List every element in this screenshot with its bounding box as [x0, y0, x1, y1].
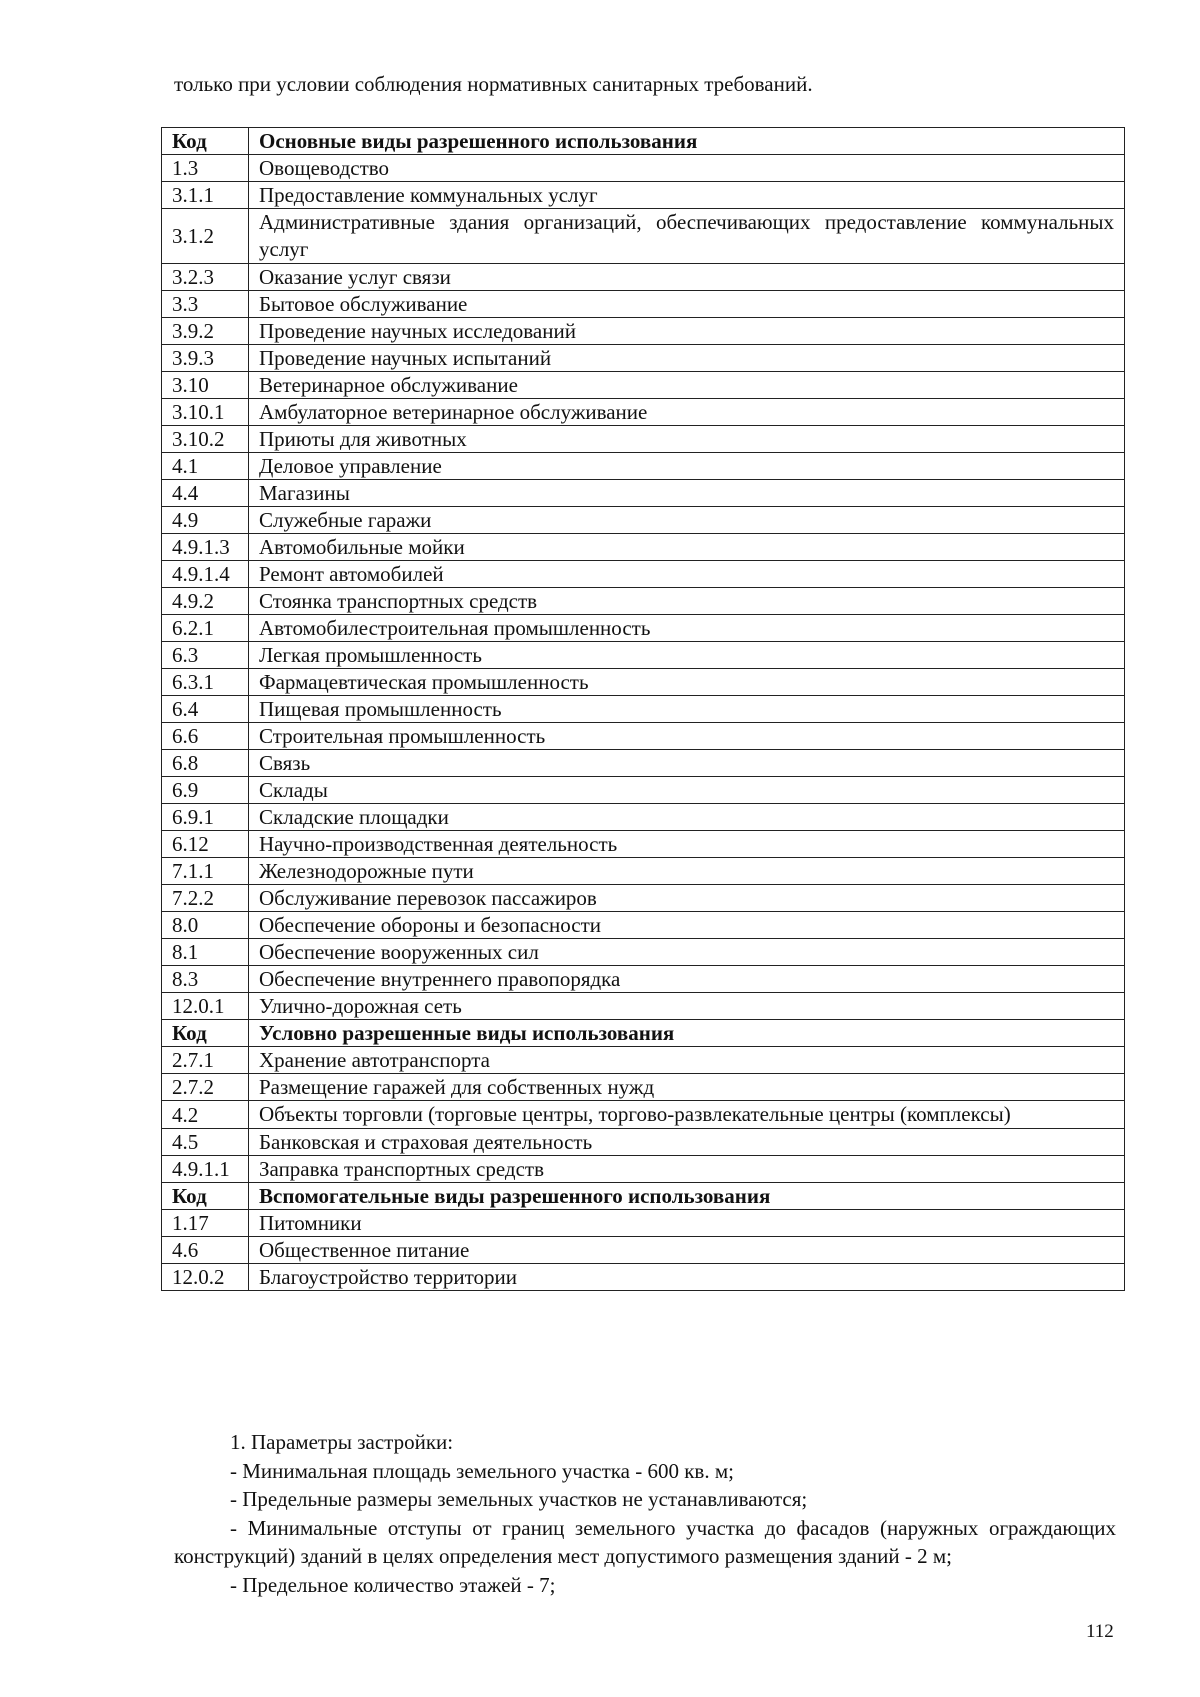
use-type-cell: Обеспечение вооруженных сил: [249, 939, 1125, 966]
use-type-cell: Служебные гаражи: [249, 507, 1125, 534]
use-type-cell: Банковская и страховая деятельность: [249, 1129, 1125, 1156]
code-cell: 6.3: [162, 642, 249, 669]
table-row: [162, 912, 1125, 939]
code-cell: 6.2.1: [162, 615, 249, 642]
use-type-cell: Административные здания организаций, обеспечивающих предоставление коммунальных услуг: [249, 209, 1125, 264]
use-type-cell: Проведение научных испытаний: [249, 345, 1125, 372]
use-type-cell: Обеспечение внутреннего правопорядка: [249, 966, 1125, 993]
table-row: [162, 723, 1125, 750]
table-row: [162, 507, 1125, 534]
table-row: [162, 1047, 1125, 1074]
use-type-cell: Общественное питание: [249, 1237, 1125, 1264]
code-cell: 7.2.2: [162, 885, 249, 912]
table-row: [162, 642, 1125, 669]
table-row: [162, 399, 1125, 426]
code-cell: 4.9: [162, 507, 249, 534]
table-row: [162, 1156, 1125, 1183]
code-cell: 3.10: [162, 372, 249, 399]
code-cell: 3.10.1: [162, 399, 249, 426]
header-title-cell: Вспомогательные виды разрешенного использования: [249, 1183, 1125, 1210]
use-type-cell: Проведение научных исследований: [249, 318, 1125, 345]
use-type-cell: Овощеводство: [249, 155, 1125, 182]
table-row: [162, 1101, 1125, 1129]
use-type-cell: Легкая промышленность: [249, 642, 1125, 669]
use-type-cell: Обеспечение обороны и безопасности: [249, 912, 1125, 939]
use-type-cell: Связь: [249, 750, 1125, 777]
table-row: [162, 939, 1125, 966]
intro-text: только при условии соблюдения нормативных санитарных требований.: [174, 72, 813, 96]
table-row: [162, 1129, 1125, 1156]
table-row: [162, 804, 1125, 831]
page-number: 112: [1086, 1621, 1114, 1642]
code-cell: 12.0.1: [162, 993, 249, 1020]
use-type-cell: Автомобильные мойки: [249, 534, 1125, 561]
code-cell: 1.3: [162, 155, 249, 182]
code-cell: 8.3: [162, 966, 249, 993]
code-cell: 1.17: [162, 1210, 249, 1237]
code-cell: 6.12: [162, 831, 249, 858]
table-row: [162, 777, 1125, 804]
code-cell: 3.1.1: [162, 182, 249, 209]
code-cell: 6.9.1: [162, 804, 249, 831]
header-code-cell: Код: [162, 1020, 249, 1047]
code-cell: 3.2.3: [162, 264, 249, 291]
params-heading: 1. Параметры застройки:: [230, 1430, 454, 1454]
code-cell: 4.9.2: [162, 588, 249, 615]
section-header-row: [162, 128, 1125, 155]
table-row: [162, 209, 1125, 264]
param-max-floors: - Предельное количество этажей - 7;: [230, 1572, 556, 1597]
use-type-cell: Приюты для животных: [249, 426, 1125, 453]
use-type-cell: Бытовое обслуживание: [249, 291, 1125, 318]
code-cell: 6.6: [162, 723, 249, 750]
use-type-cell: Магазины: [249, 480, 1125, 507]
use-type-cell: Научно-производственная деятельность: [249, 831, 1125, 858]
code-cell: 4.1: [162, 453, 249, 480]
table-row: [162, 345, 1125, 372]
table-row: [162, 291, 1125, 318]
table-row: [162, 993, 1125, 1020]
table-row: [162, 966, 1125, 993]
code-cell: 4.9.1.4: [162, 561, 249, 588]
land-use-table: [161, 127, 1125, 1291]
header-title-cell: Условно разрешенные виды использования: [249, 1020, 1125, 1047]
code-cell: 2.7.1: [162, 1047, 249, 1074]
table-row: [162, 1210, 1125, 1237]
use-type-cell: Оказание услуг связи: [249, 264, 1125, 291]
section-header-row: [162, 1020, 1125, 1047]
use-type-cell: Предоставление коммунальных услуг: [249, 182, 1125, 209]
table-row: [162, 696, 1125, 723]
code-cell: 6.3.1: [162, 669, 249, 696]
table-row: [162, 831, 1125, 858]
table-row: [162, 453, 1125, 480]
use-type-cell: Строительная промышленность: [249, 723, 1125, 750]
use-type-cell: Железнодорожные пути: [249, 858, 1125, 885]
use-type-cell: Благоустройство территории: [249, 1264, 1125, 1291]
code-cell: 2.7.2: [162, 1074, 249, 1101]
table-row: [162, 182, 1125, 209]
table-row: [162, 561, 1125, 588]
use-type-cell: Пищевая промышленность: [249, 696, 1125, 723]
code-cell: 6.4: [162, 696, 249, 723]
code-cell: 4.2: [162, 1101, 249, 1129]
section-header-row: [162, 1183, 1125, 1210]
table-row: [162, 588, 1125, 615]
use-type-cell: Амбулаторное ветеринарное обслуживание: [249, 399, 1125, 426]
code-cell: 4.6: [162, 1237, 249, 1264]
code-cell: 4.4: [162, 480, 249, 507]
use-type-cell: Объекты торговли (торговые центры, торгово-развлекательные центры (комплексы): [249, 1101, 1125, 1129]
table-row: [162, 155, 1125, 182]
land-use-table-body: [162, 128, 1125, 1291]
table-row: [162, 1237, 1125, 1264]
code-cell: 6.9: [162, 777, 249, 804]
use-type-cell: Обслуживание перевозок пассажиров: [249, 885, 1125, 912]
table-row: [162, 858, 1125, 885]
table-row: [162, 1264, 1125, 1291]
building-parameters: [174, 1428, 1116, 1599]
code-cell: 3.9.2: [162, 318, 249, 345]
table-row: [162, 372, 1125, 399]
table-row: [162, 750, 1125, 777]
use-type-cell: Автомобилестроительная промышленность: [249, 615, 1125, 642]
param-setbacks: - Минимальные отступы от границ земельного участка до фасадов (наружных ограждающих конструкций) зданий в целях определения мест допустимого размещения зданий - 2 м;: [174, 1515, 1116, 1568]
use-type-cell: Заправка транспортных средств: [249, 1156, 1125, 1183]
param-plot-size: - Предельные размеры земельных участков не устанавливаются;: [230, 1487, 808, 1511]
header-code-cell: Код: [162, 128, 249, 155]
use-type-cell: Фармацевтическая промышленность: [249, 669, 1125, 696]
table-row: [162, 669, 1125, 696]
code-cell: 8.1: [162, 939, 249, 966]
use-type-cell: Улично-дорожная сеть: [249, 993, 1125, 1020]
code-cell: 3.10.2: [162, 426, 249, 453]
code-cell: 3.1.2: [162, 209, 249, 264]
code-cell: 3.3: [162, 291, 249, 318]
use-type-cell: Стоянка транспортных средств: [249, 588, 1125, 615]
table-row: [162, 318, 1125, 345]
table-row: [162, 615, 1125, 642]
table-row: [162, 426, 1125, 453]
header-title-cell: Основные виды разрешенного использования: [249, 128, 1125, 155]
code-cell: 7.1.1: [162, 858, 249, 885]
table-row: [162, 264, 1125, 291]
code-cell: 8.0: [162, 912, 249, 939]
table-row: [162, 1074, 1125, 1101]
table-row: [162, 534, 1125, 561]
code-cell: 4.5: [162, 1129, 249, 1156]
use-type-cell: Склады: [249, 777, 1125, 804]
use-type-cell: Питомники: [249, 1210, 1125, 1237]
use-type-cell: Складские площадки: [249, 804, 1125, 831]
use-type-cell: Деловое управление: [249, 453, 1125, 480]
use-type-cell: Хранение автотранспорта: [249, 1047, 1125, 1074]
code-cell: 12.0.2: [162, 1264, 249, 1291]
param-min-area: - Минимальная площадь земельного участка - 600 кв. м;: [230, 1458, 734, 1483]
code-cell: 3.9.3: [162, 345, 249, 372]
use-type-cell: Ветеринарное обслуживание: [249, 372, 1125, 399]
table-row: [162, 885, 1125, 912]
header-code-cell: Код: [162, 1183, 249, 1210]
code-cell: 4.9.1.3: [162, 534, 249, 561]
code-cell: 6.8: [162, 750, 249, 777]
use-type-cell: Размещение гаражей для собственных нужд: [249, 1074, 1125, 1101]
use-type-cell: Ремонт автомобилей: [249, 561, 1125, 588]
code-cell: 4.9.1.1: [162, 1156, 249, 1183]
table-row: [162, 480, 1125, 507]
